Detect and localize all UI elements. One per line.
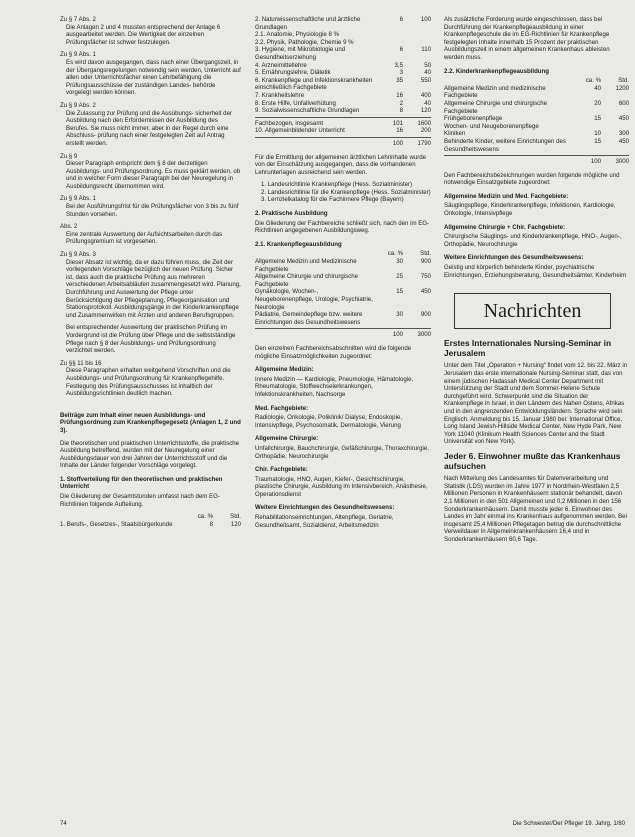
article-intro: Beiträge zum Inhalt einer neuen Ausbildungs- und Prüfungsordnung zum Krankenpflegegesetz (Anlagen 1, 2 und 3). xyxy=(60,411,241,434)
group-heading: Allgemeine Chirurgie + Chir. Fachgebiete: xyxy=(444,223,566,231)
paragraph: Als zusätzliche Forderung wurde eingeschlossen, dass bei Durchführung der Krankenpflegeausbildung in einer Krankenpflegeschule die im EG-Richtlinien für Krankenpflege festgelegten Inhalte innerhalb 15 Prozent der praktischen Ausbildungszeit in einem allgemeinen Krankenhaus ableisten werden muss. xyxy=(444,16,610,61)
paragraph: Die Gliederung der Fachbereiche schließt sich, nach den im EG-Richtlinien angegebenen Ausbildungsweg. xyxy=(255,219,430,235)
news-paragraph: Unter dem Titel „Operation + Nursing“ findet vom 12. bis 22. März in Jerusalem das erste internationale Nursing-Seminar statt, das von einem jüdischen Hadassah Medical Center Department mit Unterstützung der Stadt und dem Sommer-Helene Schule durchgeführt wird. Schwerpunkt sind die Situation der Krankenpflege in Israel, in den Ländern des Nahen Ostens, Afrikas und in den angrenzenden Entwicklungsländern. Sprache wird sein Englisch. Anmeldung bis 15. Januar 1980 bei: International Office, Long Island Jewish-Hillside Medical Center, New Hyde Park, New York 11040 (Klinikum Health Sciences Center and the Stadt Universität von New York). xyxy=(444,362,628,446)
paragraph: Es wird davon ausgegangen, dass nach einer Übergangszeit, in der Übergangsregelungen notwendig sein werden, Unterricht auf allen oder Unterrichtsfächer einen Lehrbefähigung die Prüfungsausschüsse der zuständigen Landes- behörde vorgelegt werden können. xyxy=(66,58,241,97)
paragraph: Rehabilitationseinrichtungen, Altenpflege, Geriatrie, Gesundheitsamt, Sozialdienst, Arbeitsmedizin xyxy=(255,514,394,529)
row-label: Allgemeine Medizin und Medizinische Fachgebiete xyxy=(255,258,357,273)
table-row xyxy=(444,123,629,131)
table-total xyxy=(255,331,431,339)
row-label: Allgemeine Chirurgie und chirurgische Fachgebiete xyxy=(255,273,358,288)
group-heading: Allgemeine Chirurgie: xyxy=(255,435,319,443)
row-hours: 750 xyxy=(420,273,431,281)
text-block xyxy=(60,195,241,218)
row-percent xyxy=(377,31,403,39)
list-item: 3. Lernzielkatalog für die Fachinnere Pflege (Bayern) xyxy=(261,196,404,204)
section-heading: Zu § 9 Abs. 3 xyxy=(60,251,96,259)
row-hours: 200 xyxy=(420,127,431,135)
row-hours xyxy=(403,31,431,39)
table-row xyxy=(255,311,431,326)
section-heading: 2.2. Kinderkrankenpflegeausbildung xyxy=(444,67,549,75)
section-heading: Zu §§ 11 bis 16 xyxy=(60,359,102,367)
news-headline: Erstes Internationales Nursing-Seminar in Jerusalem xyxy=(444,338,612,358)
table-row xyxy=(255,31,431,39)
table-header-hours: Std. xyxy=(230,513,241,521)
table-header-spacer xyxy=(60,513,187,521)
paragraph: Dieser Paragraph entspricht dem § 8 der derzeitigen Ausbildungs- und Prüfungsordnung. Es muss geklärt werden, ob und in welcher Form dieser Paragraph bei der Neuregelung in Ausbildungsrecht übernommen wird. xyxy=(66,160,241,190)
row-hours xyxy=(403,39,431,47)
section-heading: 2. Praktische Ausbildung xyxy=(255,210,328,218)
row-hours: 300 xyxy=(618,130,629,138)
paragraph: Eine zentrale Auswertung der Aufsichtsarbeiten durch das Prüfungsgremium ist vorgesehen. xyxy=(66,230,223,246)
paragraph: Unfallchirurgie, Bauchchirurgie, Gefäßchirurgie, Thoraxchirurgie, Orthopädie, Neurochirurgie xyxy=(255,444,429,460)
table-row xyxy=(255,16,431,31)
row-percent: 100 xyxy=(392,331,403,339)
row-label: 10. Allgemeinbildender Unterricht xyxy=(255,127,345,135)
table-header-spacer xyxy=(444,77,575,85)
row-label: 8. Erste Hilfe, Unfallverhütung xyxy=(255,99,336,107)
paragraph: Säuglingspflege, Kinderkrankenpflege, Infektionen, Kardiologie, Onkologie, Intensivpflege xyxy=(444,202,616,218)
section-heading: 1. Stoffverteilung für den theoretischen und praktischen Unterricht xyxy=(60,475,223,491)
section-heading: Zu § 9 Abs. 1 xyxy=(60,51,96,59)
row-label: Allgemeine Medizin und medizinische Fachgebiete xyxy=(444,84,546,100)
table-header xyxy=(255,250,431,258)
paragraph: Den einzelnen Fachbereichsabschnitten wird die folgende mögliche Einsatzmöglichkeiten zugeordnet: xyxy=(255,344,412,360)
paragraph: Die Gliederung der Gesamtstunden umfasst nach dem EG-Richtlinien folgende Aufteilung. xyxy=(60,493,220,508)
table-total xyxy=(444,158,629,166)
group-heading: Allgemeine Medizin und Med. Fachgebiete: xyxy=(444,192,569,200)
row-label: Kliniken xyxy=(444,130,466,138)
paragraph: Innere Medizin — Kardiologie, Pneumologie, Hämatologie, Rheumatologie, Stoffwechselerkrankungen, Infektionskrankheiten, Nachsorge xyxy=(255,375,414,398)
row-hours: 120 xyxy=(230,520,241,528)
journal-footer: Die Schwester/Der Pfleger 19. Jahrg. 1/80 xyxy=(512,821,625,827)
list-item: 1. Landesrichtlinie Krankenpflege (Hess. Sozialminister) xyxy=(261,181,413,189)
row-hours: 450 xyxy=(420,288,431,296)
row-hours: 450 xyxy=(618,115,629,123)
row-percent: 15 xyxy=(594,115,601,123)
group-heading: Chir. Fachgebiete: xyxy=(255,466,308,474)
column-middle xyxy=(255,16,431,534)
table-row xyxy=(444,100,629,115)
row-label: 3. Hygiene, mit Mikrobiologie und Gesundheitserziehung xyxy=(255,46,346,61)
table-header-hours: Std. xyxy=(618,77,629,85)
row-label: 9. Sozialwissenschaftliche Grundlagen xyxy=(255,107,360,115)
group-heading: Weitere Einrichtungen des Gesundheitswesens: xyxy=(444,254,584,262)
row-percent: 35 xyxy=(396,76,403,84)
group-heading: Med. Fachgebiete: xyxy=(255,404,309,412)
row-label: 4. Arzneimittellehre xyxy=(255,61,307,69)
row-label: Allgemeine Chirurgie und chirurgische Fachgebiete xyxy=(444,99,547,115)
row-hours xyxy=(601,123,629,131)
row-percent: 100 xyxy=(590,158,601,166)
paragraph: Bei der Ausführungsfrist für die Prüfungsfächer von 3 bis zu fünf Stunden vorsehen. xyxy=(66,203,239,218)
text-block xyxy=(60,16,241,46)
row-percent: 3 xyxy=(399,69,403,77)
row-label: Gynäkologie, Wochen-, Neugeborenenpflege, Urologie, Psychiatrie, Neurologie xyxy=(255,288,373,311)
row-percent: 16 xyxy=(396,127,403,135)
row-hours: 1790 xyxy=(417,139,431,147)
row-label: 1. Berufs-, Gesetzes-, Staatsbürgerkunde xyxy=(60,520,173,528)
paragraph: Die Zulassung zur Prüfung und die Ausübungs- sicherheit der Ausbildung nach den Erfordernissen der Ausbildung des Berufes. Sie muss nicht immer, aber in der Regel durch eine Abschluss- prüfung nach einer festgelegten Zeit auf Antrag erstellt werden. xyxy=(66,109,232,147)
table-row xyxy=(255,258,431,273)
table-row xyxy=(255,92,431,100)
paragraph: Die theoretischen und praktischen Unterrichtsstoffe, die praktische Ausbildung betreffend, wurden mit der Neuregelung einer Ausbildungsdauer von drei Jahren der Unterrichtsstoff und die Inhalte der Länder folgender Vorschläge vorgelegt. xyxy=(60,439,240,470)
table-row xyxy=(255,273,431,288)
text-block xyxy=(60,251,241,319)
table-row xyxy=(255,62,431,70)
group-heading: Allgemeine Medizin: xyxy=(255,366,314,374)
row-hours: 120 xyxy=(420,107,431,115)
news-banner: Nachrichten xyxy=(454,293,611,329)
table-row xyxy=(255,100,431,108)
paragraph: Bei entsprechender Auswertung der praktischen Prüfung im Vordergrund ist die Prüfung über Pflege und die selbstständige Pflege nach § 8 der Ausbildungs- und Prüfungsordnung verzichtet werden. xyxy=(66,324,236,355)
table-header xyxy=(60,513,241,521)
table-row xyxy=(255,77,431,92)
row-label: Pädiatrie, Gemeindepflege bzw. weitere Einrichtungen des Gesundheitswesens xyxy=(255,311,363,326)
row-percent: 15 xyxy=(396,288,403,296)
row-percent: 30 xyxy=(396,258,403,266)
row-hours: 600 xyxy=(618,99,629,107)
news-paragraph: Nach Mitteilung des Landesamtes für Datenverarbeitung und Statistik (LDS) wurden im Jahre 1977 in Nordrhein-Westfalen 2,5 Millionen Personen in Krankenhäusern stationär behandelt, davon 2,1 Millionen in den 501 Allgemeinen und 0,2 Millionen in den 156 Sonderkrankenhäusern. Damit musste jeder 6. Einwohner des Landes im Jahr einmal ins Krankenhaus aufgenommen werden. Bei insgesamt 25,4 Millionen Pflegetagen betrug die durchschnittliche Verweildauer in Allgemeinkrankenhäusern 16,4 und in Sonderkrankenhäusern 60,6 Tage. xyxy=(444,475,627,543)
table-total xyxy=(255,140,431,148)
text-block xyxy=(60,102,241,148)
row-percent: 40 xyxy=(594,84,601,92)
row-label: Fachbezogen, insgesamt xyxy=(255,119,324,127)
row-label: Frühgeborenenpflege xyxy=(444,115,503,123)
row-percent: 3,5 xyxy=(394,61,403,69)
section-heading: Zu § 9 Abs. 1 xyxy=(60,195,96,203)
row-label: 2.2. Physik, Pathologie, Chemie 9 % xyxy=(255,38,354,46)
section-heading: Abs. 2 xyxy=(60,223,78,231)
row-hours: 40 xyxy=(424,69,431,77)
row-label: 6. Krankenpflege und Infektionskrankheiten einschließlich Fachgebiete xyxy=(255,76,373,92)
row-label xyxy=(255,140,377,148)
text-block xyxy=(60,223,241,246)
section-heading: Zu § 9 xyxy=(60,152,78,160)
row-hours: 450 xyxy=(618,137,629,145)
article-section xyxy=(60,412,241,529)
news-headline: Jeder 6. Einwohner mußte das Krankenhaus aufsuchen xyxy=(444,450,621,471)
paragraph: Den Fachbereichsbezeichnungen wurden folgende mögliche und notwendige Einsatzgebiete zugeordnet: xyxy=(444,171,620,187)
row-percent xyxy=(575,123,601,131)
row-label: 2.1. Anatomie, Physiologie 8 % xyxy=(255,31,340,39)
column-right xyxy=(444,16,629,548)
group-heading: Weitere Einrichtungen des Gesundheitswesens: xyxy=(255,504,395,512)
row-hours: 1600 xyxy=(417,119,431,127)
row-percent: 10 xyxy=(594,130,601,138)
row-percent: 2 xyxy=(399,99,403,107)
row-percent: 100 xyxy=(392,139,403,147)
row-hours: 900 xyxy=(420,258,431,266)
row-hours: 3000 xyxy=(417,331,431,339)
table-row xyxy=(255,288,431,311)
page-number: 74 xyxy=(60,821,67,827)
table-header xyxy=(444,77,629,85)
row-hours: 400 xyxy=(420,91,431,99)
paragraph: Die Anlagen 2 und 4 mussten entsprechend der Anlage 6 ausgearbeitet werden. Die Wertigkeit der einzelnen Prüfungsfächer ist schwer festzulegen. xyxy=(66,23,221,46)
table-row xyxy=(255,69,431,77)
table-header-spacer xyxy=(255,250,377,258)
table-row xyxy=(255,39,431,47)
table-rule xyxy=(255,137,431,138)
row-label xyxy=(444,158,575,166)
row-label: 5. Ernährungslehre, Diätetik xyxy=(255,69,331,77)
paragraph: Chirurgische Säuglings- und Kinderkrankenpflege, HNO-, Augen-, Orthopädie, Neurochirurgie xyxy=(444,233,622,248)
table-subtotal xyxy=(255,120,431,128)
table-row xyxy=(255,127,431,135)
paragraph: Geistig und körperlich behinderte Kinder, psychiatrische Einrichtungen, Erziehungsberatung, Gesundheitsämter, Kinderheim xyxy=(444,264,627,279)
paragraph: Dieser Absatz ist wichtig, da er dazu führen muss, die Zeit der vorliegenden Vorschläge bezüglich der neuen Prüfung. Sicher ist, dass auch die praktische Prüfung aus mehreren verschiedenen Arbeitsabläufen zusammengesetzt wird. Planung, Durchführung und Auswertung der Pflege unter Berücksichtigung der Pflegeplanung, Pflegeorganisation und Stationsprotokoll. Ausbildungsgänge in der Kinderkrankenpflege und Zusammenwirken mit Ärzten und anderen Berufsgruppen. xyxy=(66,258,241,319)
row-hours: 1200 xyxy=(615,84,629,92)
paragraph: Für die Ermittlung der allgemeinen ärztlichen Lehrinhalte wurde von der Einschätzung ausgegangen, dass die vorhandenen Lehrunterlagen ausreichend sein werden. xyxy=(255,153,427,176)
row-hours: 110 xyxy=(421,46,431,54)
row-percent: 16 xyxy=(396,91,403,99)
row-percent: 101 xyxy=(392,119,403,127)
text-block xyxy=(60,360,241,398)
list-item: 2. Landesrichtlinie für die Krankenpflege (Hess. Sozialminister) xyxy=(261,188,431,196)
row-label: Wochen- und Neugeborenenpflege xyxy=(444,122,539,130)
row-percent: 20 xyxy=(594,99,601,107)
row-hours: 100 xyxy=(420,16,431,23)
row-percent xyxy=(377,39,403,47)
row-hours: 3000 xyxy=(615,158,629,166)
row-label: 7. Krankheitslehre xyxy=(255,91,305,99)
table-row xyxy=(255,107,431,115)
paragraph: Traumatologie, HNO, Augen, Kiefer-, Gesichtschirurgie, plastische Chirurgie, Ausbildung im Intensivbereich, Anästhesie, Operationsdienst xyxy=(255,475,428,498)
row-percent: 8 xyxy=(399,107,403,115)
row-label: 2. Naturwissenschaftliche und ärztliche Grundlagen xyxy=(255,16,361,31)
section-heading: Zu § 9 Abs. 2 xyxy=(60,101,96,109)
paragraph: Radiologie, Onkologie, Poliklinik/ Dialyse, Endoskopie, Intensivpflege, Psychosomatik, Dermatologie, Vierung xyxy=(255,414,403,429)
row-percent: 25 xyxy=(396,273,403,281)
text-block xyxy=(60,153,241,191)
table-header-hours: Std. xyxy=(420,250,431,258)
column-left xyxy=(60,16,241,528)
section-heading: 2.1. Krankenpflegeausbildung xyxy=(255,240,342,248)
row-hours: 900 xyxy=(420,311,431,319)
row-label: Behinderte Kinder, weitere Einrichtungen des Gesundheitswesens xyxy=(444,137,566,153)
row-percent: 8 xyxy=(209,520,213,528)
row-percent: 6 xyxy=(399,16,403,23)
row-label xyxy=(255,331,377,339)
table-rule xyxy=(255,117,431,118)
text-block xyxy=(60,324,241,354)
table-row xyxy=(444,130,629,138)
table-header-percent: ca. % xyxy=(585,77,601,85)
table-rule xyxy=(255,328,431,329)
section-heading: Zu § 7 Abs. 2 xyxy=(60,16,96,23)
row-percent: 15 xyxy=(594,137,601,145)
table-header-percent: ca. % xyxy=(387,250,403,258)
table-rule xyxy=(444,155,629,156)
text-block xyxy=(60,51,241,97)
row-percent: 6 xyxy=(399,46,403,54)
table-row xyxy=(60,521,241,529)
row-percent: 30 xyxy=(396,311,403,319)
table-row xyxy=(444,115,629,123)
table-header-percent: ca. % xyxy=(197,513,213,521)
table-row xyxy=(444,85,629,100)
row-hours: 40 xyxy=(424,99,431,107)
table-row xyxy=(255,46,431,61)
row-hours: 50 xyxy=(424,61,431,69)
row-hours: 550 xyxy=(420,76,431,84)
table-row xyxy=(444,138,629,153)
paragraph: Diese Paragraphen erhalten weitgehend Vorschriften und die Ausbildungs- und Prüfungsordnung für Krankenpflegehilfe. Festlegung des Prüfungsausschusses ist inhaltlich der Ausbildungsrichtlinien deutlich machen. xyxy=(66,367,231,398)
